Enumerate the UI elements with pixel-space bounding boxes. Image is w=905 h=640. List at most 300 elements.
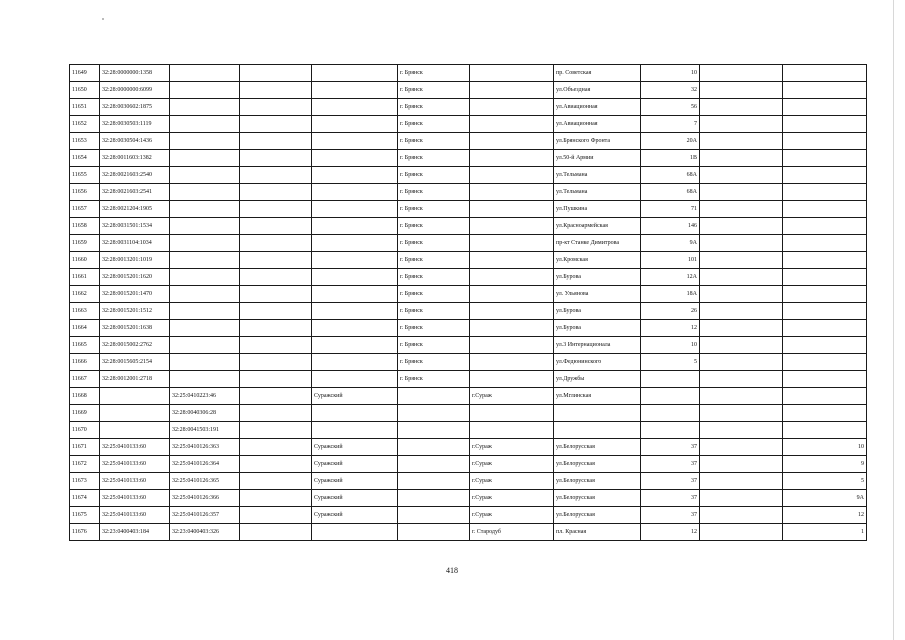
cell-settlement: г.Сураж (470, 473, 554, 490)
cell-settlement (470, 252, 554, 269)
cell-room-cadastral-number: 32:23:0400403:326 (170, 524, 240, 541)
table-row (70, 524, 867, 541)
cell-record-number: 11671 (70, 439, 100, 456)
cell-building-cadastral-number: 32:28:0030504:1436 (100, 133, 170, 150)
cell-street: ул.Авиационная (554, 116, 641, 133)
cell-city (398, 439, 470, 456)
cell-city: г. Брянск (398, 65, 470, 82)
cell-house-number: 37 (641, 456, 700, 473)
cell-apartment-number (783, 99, 867, 116)
cell-apartment-number (783, 337, 867, 354)
cell-record-number: 11675 (70, 507, 100, 524)
address-registry-table (69, 64, 867, 541)
cell-house-number: 12А (641, 269, 700, 286)
cell-district (312, 218, 398, 235)
cell-city (398, 524, 470, 541)
cell-building-cadastral-number: 32:28:0015605:2154 (100, 354, 170, 371)
cell-room-cadastral-number: 32:28:0040306:28 (170, 405, 240, 422)
table-row (70, 201, 867, 218)
cell-street: ул.Брянского Фронта (554, 133, 641, 150)
cell-house-number: 56 (641, 99, 700, 116)
cell-house-number: 10 (641, 337, 700, 354)
cell-building-cadastral-number: 32:25:0410133:60 (100, 473, 170, 490)
cell-column-10 (700, 524, 783, 541)
cell-settlement (470, 303, 554, 320)
cell-building-cadastral-number: 32:28:0015002:2762 (100, 337, 170, 354)
cell-room-cadastral-number (170, 116, 240, 133)
table-row (70, 473, 867, 490)
cell-district: Суражский (312, 456, 398, 473)
cell-column-10 (700, 303, 783, 320)
cell-settlement (470, 354, 554, 371)
cell-district: Суражский (312, 388, 398, 405)
cell-building-cadastral-number: 32:28:0021603:2541 (100, 184, 170, 201)
cell-building-cadastral-number: 32:25:0410133:60 (100, 507, 170, 524)
cell-city: г. Брянск (398, 337, 470, 354)
cell-district (312, 116, 398, 133)
cell-street: пр. Советская (554, 65, 641, 82)
cell-room-cadastral-number (170, 201, 240, 218)
cell-room-cadastral-number: 32:28:0041503:191 (170, 422, 240, 439)
cell-record-number: 11650 (70, 82, 100, 99)
cell-column-4 (240, 184, 312, 201)
cell-column-10 (700, 405, 783, 422)
table-row (70, 184, 867, 201)
cell-building-cadastral-number: 32:28:0011603:1382 (100, 150, 170, 167)
cell-street: пл. Красная (554, 524, 641, 541)
cell-column-10 (700, 490, 783, 507)
cell-city: г. Брянск (398, 303, 470, 320)
cell-house-number: 68А (641, 167, 700, 184)
cell-record-number: 11669 (70, 405, 100, 422)
cell-record-number: 11670 (70, 422, 100, 439)
cell-record-number: 11653 (70, 133, 100, 150)
cell-building-cadastral-number: 32:25:0410133:60 (100, 439, 170, 456)
cell-record-number: 11652 (70, 116, 100, 133)
cell-record-number: 11667 (70, 371, 100, 388)
cell-house-number (641, 405, 700, 422)
cell-room-cadastral-number (170, 286, 240, 303)
cell-street: ул.Авиационная (554, 99, 641, 116)
table-row (70, 422, 867, 439)
cell-house-number: 7 (641, 116, 700, 133)
cell-record-number: 11655 (70, 167, 100, 184)
cell-settlement (470, 337, 554, 354)
cell-house-number: 37 (641, 507, 700, 524)
cell-room-cadastral-number (170, 354, 240, 371)
cell-column-4 (240, 65, 312, 82)
cell-building-cadastral-number: 32:28:0031104:1034 (100, 235, 170, 252)
cell-city: г. Брянск (398, 150, 470, 167)
cell-house-number: 37 (641, 439, 700, 456)
cell-house-number: 10 (641, 65, 700, 82)
cell-room-cadastral-number (170, 337, 240, 354)
cell-house-number: 101 (641, 252, 700, 269)
cell-city: г. Брянск (398, 320, 470, 337)
table-row (70, 354, 867, 371)
cell-column-10 (700, 320, 783, 337)
cell-column-4 (240, 320, 312, 337)
cell-room-cadastral-number (170, 218, 240, 235)
cell-building-cadastral-number: 32:28:0013201:1019 (100, 252, 170, 269)
cell-column-10 (700, 167, 783, 184)
cell-apartment-number (783, 116, 867, 133)
cell-street: ул.Пушкина (554, 201, 641, 218)
cell-room-cadastral-number (170, 133, 240, 150)
cell-column-4 (240, 354, 312, 371)
cell-column-4 (240, 99, 312, 116)
cell-column-4 (240, 201, 312, 218)
cell-column-4 (240, 405, 312, 422)
cell-settlement: г.Сураж (470, 388, 554, 405)
cell-city: г. Брянск (398, 99, 470, 116)
cell-column-10 (700, 439, 783, 456)
cell-settlement: г. Стародуб (470, 524, 554, 541)
cell-column-10 (700, 286, 783, 303)
cell-city (398, 388, 470, 405)
cell-column-4 (240, 167, 312, 184)
cell-district (312, 286, 398, 303)
table-row (70, 269, 867, 286)
cell-apartment-number: 10 (783, 439, 867, 456)
table-row (70, 507, 867, 524)
cell-column-4 (240, 150, 312, 167)
cell-district: Суражский (312, 507, 398, 524)
cell-city: г. Брянск (398, 235, 470, 252)
cell-record-number: 11666 (70, 354, 100, 371)
cell-column-10 (700, 82, 783, 99)
cell-apartment-number (783, 235, 867, 252)
cell-house-number: 9А (641, 235, 700, 252)
cell-building-cadastral-number: 32:25:0410133:60 (100, 456, 170, 473)
cell-building-cadastral-number: 32:28:0030602:1875 (100, 99, 170, 116)
table-row (70, 388, 867, 405)
cell-district (312, 405, 398, 422)
cell-column-4 (240, 456, 312, 473)
cell-building-cadastral-number (100, 405, 170, 422)
cell-apartment-number: 9 (783, 456, 867, 473)
cell-settlement: г.Сураж (470, 507, 554, 524)
cell-record-number: 11664 (70, 320, 100, 337)
cell-settlement (470, 320, 554, 337)
cell-column-4 (240, 439, 312, 456)
table-row (70, 99, 867, 116)
cell-street: ул.Белорусская (554, 456, 641, 473)
cell-record-number: 11659 (70, 235, 100, 252)
cell-settlement (470, 218, 554, 235)
cell-house-number: 37 (641, 473, 700, 490)
cell-column-4 (240, 507, 312, 524)
cell-room-cadastral-number (170, 150, 240, 167)
cell-column-10 (700, 116, 783, 133)
cell-city: г. Брянск (398, 269, 470, 286)
cell-district: Суражский (312, 473, 398, 490)
cell-settlement (470, 65, 554, 82)
cell-district (312, 167, 398, 184)
table-row (70, 252, 867, 269)
cell-settlement (470, 184, 554, 201)
cell-apartment-number (783, 252, 867, 269)
cell-city: г. Брянск (398, 371, 470, 388)
cell-apartment-number (783, 184, 867, 201)
cell-apartment-number (783, 269, 867, 286)
cell-house-number (641, 388, 700, 405)
cell-district (312, 65, 398, 82)
table-row (70, 371, 867, 388)
cell-apartment-number (783, 371, 867, 388)
cell-city: г. Брянск (398, 82, 470, 99)
cell-street: ул.Белорусская (554, 473, 641, 490)
cell-building-cadastral-number: 32:23:0400403:184 (100, 524, 170, 541)
cell-district (312, 524, 398, 541)
cell-apartment-number (783, 218, 867, 235)
cell-apartment-number (783, 320, 867, 337)
table-row (70, 439, 867, 456)
cell-record-number: 11668 (70, 388, 100, 405)
cell-district (312, 201, 398, 218)
cell-city: г. Брянск (398, 286, 470, 303)
table-row (70, 150, 867, 167)
cell-street (554, 422, 641, 439)
cell-district: Суражский (312, 439, 398, 456)
cell-house-number: 18А (641, 286, 700, 303)
cell-street: ул.Объездная (554, 82, 641, 99)
cell-room-cadastral-number (170, 303, 240, 320)
cell-room-cadastral-number (170, 65, 240, 82)
cell-column-10 (700, 133, 783, 150)
cell-street: ул.Федюнинского (554, 354, 641, 371)
cell-column-10 (700, 65, 783, 82)
cell-record-number: 11660 (70, 252, 100, 269)
cell-house-number: 71 (641, 201, 700, 218)
cell-city: г. Брянск (398, 201, 470, 218)
table-row (70, 82, 867, 99)
cell-street: пр-кт Станке Димитрова (554, 235, 641, 252)
cell-street: ул.Дружбы (554, 371, 641, 388)
cell-apartment-number (783, 405, 867, 422)
cell-district (312, 269, 398, 286)
cell-street: ул.Бурова (554, 320, 641, 337)
table-row (70, 405, 867, 422)
cell-apartment-number: 1 (783, 524, 867, 541)
cell-room-cadastral-number: 32:25:0410223:46 (170, 388, 240, 405)
cell-room-cadastral-number: 32:25:0410126:357 (170, 507, 240, 524)
cell-room-cadastral-number (170, 252, 240, 269)
cell-room-cadastral-number (170, 371, 240, 388)
cell-building-cadastral-number (100, 388, 170, 405)
cell-city (398, 473, 470, 490)
cell-house-number (641, 371, 700, 388)
cell-building-cadastral-number: 32:28:0021204:1905 (100, 201, 170, 218)
cell-district (312, 371, 398, 388)
cell-column-10 (700, 184, 783, 201)
cell-record-number: 11673 (70, 473, 100, 490)
cell-column-4 (240, 252, 312, 269)
cell-house-number: 20А (641, 133, 700, 150)
cell-building-cadastral-number: 32:28:0000000:1358 (100, 65, 170, 82)
cell-column-4 (240, 303, 312, 320)
cell-city (398, 507, 470, 524)
cell-room-cadastral-number (170, 269, 240, 286)
cell-record-number: 11674 (70, 490, 100, 507)
cell-street: ул. Ульянова (554, 286, 641, 303)
cell-house-number: 146 (641, 218, 700, 235)
cell-city: г. Брянск (398, 184, 470, 201)
table-row (70, 65, 867, 82)
table-row (70, 320, 867, 337)
cell-record-number: 11661 (70, 269, 100, 286)
cell-column-10 (700, 388, 783, 405)
cell-settlement (470, 422, 554, 439)
cell-city (398, 405, 470, 422)
cell-settlement (470, 201, 554, 218)
cell-room-cadastral-number (170, 320, 240, 337)
cell-record-number: 11651 (70, 99, 100, 116)
cell-column-10 (700, 371, 783, 388)
cell-building-cadastral-number: 32:28:0015201:1620 (100, 269, 170, 286)
cell-building-cadastral-number: 32:28:0031501:1534 (100, 218, 170, 235)
cell-column-4 (240, 371, 312, 388)
cell-column-10 (700, 354, 783, 371)
cell-room-cadastral-number (170, 99, 240, 116)
cell-street: ул.Белорусская (554, 507, 641, 524)
cell-apartment-number (783, 167, 867, 184)
cell-apartment-number (783, 133, 867, 150)
table-body (70, 65, 867, 541)
cell-house-number: 26 (641, 303, 700, 320)
cell-settlement: г.Сураж (470, 456, 554, 473)
cell-district (312, 422, 398, 439)
cell-district (312, 303, 398, 320)
cell-apartment-number (783, 354, 867, 371)
cell-street: ул.Мглинская (554, 388, 641, 405)
table-row (70, 490, 867, 507)
cell-city (398, 490, 470, 507)
cell-settlement (470, 235, 554, 252)
cell-column-4 (240, 388, 312, 405)
cell-house-number: 37 (641, 490, 700, 507)
cell-street: ул.50-й Армии (554, 150, 641, 167)
cell-column-10 (700, 201, 783, 218)
cell-column-10 (700, 473, 783, 490)
cell-street: ул.Белорусская (554, 490, 641, 507)
cell-column-10 (700, 507, 783, 524)
cell-column-4 (240, 337, 312, 354)
cell-district (312, 354, 398, 371)
cell-street: ул.Красноармейская (554, 218, 641, 235)
cell-building-cadastral-number: 32:28:0015201:1512 (100, 303, 170, 320)
cell-house-number: 1В (641, 150, 700, 167)
cell-column-10 (700, 337, 783, 354)
cell-record-number: 11665 (70, 337, 100, 354)
cell-settlement (470, 133, 554, 150)
table-row (70, 286, 867, 303)
cell-street: ул.Бурова (554, 269, 641, 286)
cell-building-cadastral-number: 32:28:0030503:1119 (100, 116, 170, 133)
cell-column-10 (700, 456, 783, 473)
cell-column-4 (240, 422, 312, 439)
cell-city: г. Брянск (398, 133, 470, 150)
cell-district: Суражский (312, 490, 398, 507)
cell-city: г. Брянск (398, 354, 470, 371)
table-row (70, 116, 867, 133)
cell-column-10 (700, 235, 783, 252)
cell-record-number: 11657 (70, 201, 100, 218)
table-row (70, 235, 867, 252)
table-row (70, 133, 867, 150)
cell-apartment-number (783, 82, 867, 99)
cell-district (312, 252, 398, 269)
cell-column-4 (240, 524, 312, 541)
cell-settlement (470, 150, 554, 167)
cell-city: г. Брянск (398, 167, 470, 184)
cell-record-number: 11658 (70, 218, 100, 235)
cell-settlement: г.Сураж (470, 439, 554, 456)
cell-district (312, 337, 398, 354)
cell-settlement (470, 116, 554, 133)
cell-house-number (641, 422, 700, 439)
cell-column-10 (700, 99, 783, 116)
cell-settlement (470, 371, 554, 388)
cell-house-number: 32 (641, 82, 700, 99)
cell-room-cadastral-number (170, 82, 240, 99)
cell-apartment-number (783, 303, 867, 320)
cell-city: г. Брянск (398, 252, 470, 269)
cell-street (554, 405, 641, 422)
cell-column-10 (700, 422, 783, 439)
cell-district (312, 150, 398, 167)
cell-room-cadastral-number: 32:25:0410126:364 (170, 456, 240, 473)
cell-apartment-number (783, 150, 867, 167)
scan-speck (102, 18, 104, 20)
table-row (70, 218, 867, 235)
cell-column-4 (240, 82, 312, 99)
cell-building-cadastral-number: 32:28:0015201:1470 (100, 286, 170, 303)
cell-district (312, 133, 398, 150)
cell-apartment-number (783, 286, 867, 303)
cell-apartment-number (783, 201, 867, 218)
cell-column-4 (240, 235, 312, 252)
cell-street: ул.Тельмана (554, 184, 641, 201)
cell-district (312, 235, 398, 252)
cell-building-cadastral-number: 32:28:0021603:2540 (100, 167, 170, 184)
cell-building-cadastral-number: 32:28:0000000:6099 (100, 82, 170, 99)
cell-column-4 (240, 286, 312, 303)
cell-building-cadastral-number: 32:28:0012001:2718 (100, 371, 170, 388)
page-number: 418 (446, 566, 458, 575)
cell-house-number: 12 (641, 320, 700, 337)
cell-settlement: г.Сураж (470, 490, 554, 507)
cell-street: ул.3 Интернационала (554, 337, 641, 354)
cell-column-4 (240, 116, 312, 133)
cell-street: ул.Бурова (554, 303, 641, 320)
cell-room-cadastral-number (170, 235, 240, 252)
cell-apartment-number (783, 388, 867, 405)
cell-room-cadastral-number: 32:25:0410126:366 (170, 490, 240, 507)
table-row (70, 167, 867, 184)
cell-district (312, 320, 398, 337)
cell-record-number: 11654 (70, 150, 100, 167)
cell-building-cadastral-number (100, 422, 170, 439)
cell-settlement (470, 167, 554, 184)
cell-column-4 (240, 133, 312, 150)
cell-column-10 (700, 218, 783, 235)
cell-city (398, 422, 470, 439)
cell-settlement (470, 99, 554, 116)
cell-column-4 (240, 269, 312, 286)
cell-house-number: 5 (641, 354, 700, 371)
cell-house-number: 12 (641, 524, 700, 541)
